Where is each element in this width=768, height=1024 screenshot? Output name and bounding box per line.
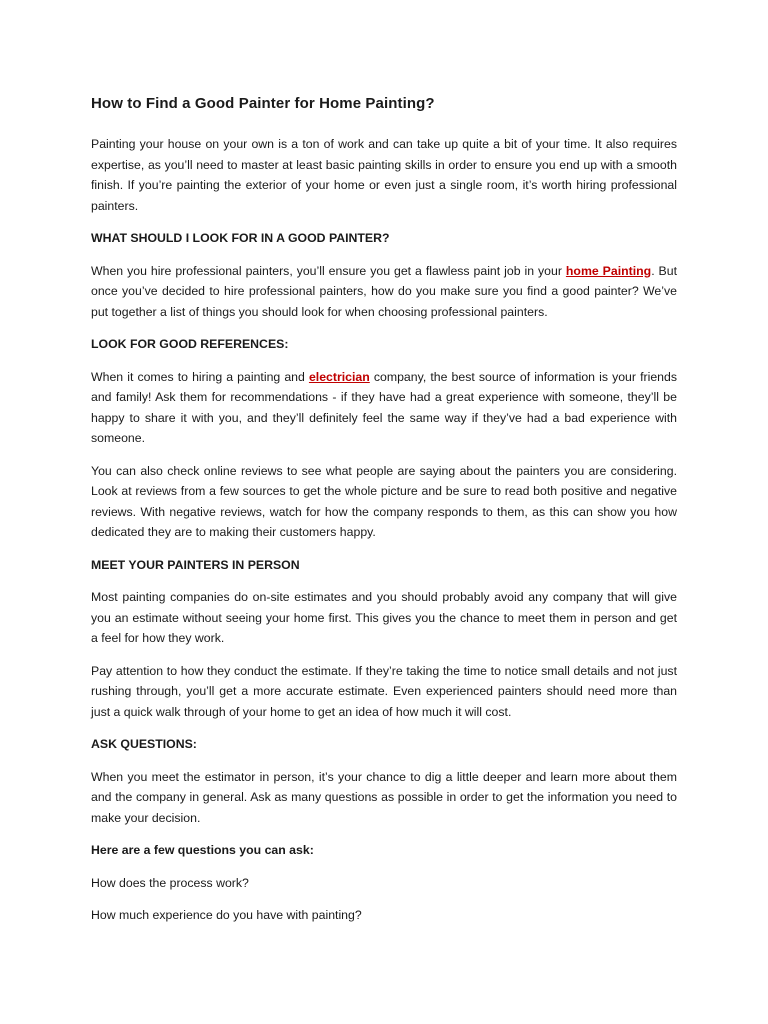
section-heading-meet: MEET YOUR PAINTERS IN PERSON (91, 557, 300, 572)
question-item-1: How does the process work? (91, 875, 249, 890)
questions-intro: Here are a few questions you can ask: (91, 843, 314, 857)
reviews-paragraph: You can also check online reviews to see what people are saying about the painters you are considering. Look at reviews from a few sources to get the whole picture and be sure to read both positive and negative reviews. With negative reviews, watch for how the company responds to them, as this can show you how dedicated they are to making their customers happy. (91, 463, 677, 539)
home-painting-link[interactable]: home Painting (565, 263, 652, 278)
hire-paragraph (91, 261, 677, 323)
page-title: How to Find a Good Painter for Home Painting? (91, 95, 435, 112)
references-paragraph (91, 367, 677, 449)
hire-text-start: When you hire professional painters, you’ll ensure you get a flawless paint job in your (91, 263, 566, 278)
attention-paragraph: Pay attention to how they conduct the estimate. If they’re taking the time to notice small details and not just rushing through, you’ll get a more accurate estimate. Even experienced painters should need more than just a quick walk through of your home to get an idea of how much it will cost. (91, 663, 677, 719)
section-heading-references: LOOK FOR GOOD REFERENCES: (91, 337, 289, 351)
section-heading-questions: ASK QUESTIONS: (91, 737, 197, 751)
question-item-2: How much experience do you have with painting? (91, 908, 362, 922)
electrician-link[interactable]: electrician (308, 369, 370, 384)
questions-paragraph: When you meet the estimator in person, it’s your chance to dig a little deeper and learn more about them and the company in general. Ask as many questions as possible in order to get the information you need to make your decision. (91, 769, 677, 825)
intro-paragraph: Painting your house on your own is a ton of work and can take up quite a bit of your time. It also requires expertise, as you’ll need to master at least basic painting skills in order to ensure you end up with a smooth finish. If you’re painting the exterior of your home or even just a single room, it’s worth hiring professional painters. (91, 137, 677, 213)
hire-text-end: . But once you’ve decided to hire professional painters, how do you make sure you find a good painter? We’ve put together a list of things you should look for when choosing professional painters. (91, 263, 678, 319)
refs-text-start: When it comes to hiring a painting and (91, 369, 309, 384)
refs-text-end: company, the best source of information is your friends and family! Ask them for recommendations - if they have had a great experience with someone, they’ll be happy to share it with you, and they’ll definitely feel the same way if they’ve had a bad experience with someone. (91, 369, 677, 445)
section-heading-look-for: WHAT SHOULD I LOOK FOR IN A GOOD PAINTER? (91, 231, 390, 245)
estimates-paragraph: Most painting companies do on-site estimates and you should probably avoid any company that will give you an estimate without seeing your home first. This gives you the chance to meet them in person and get a feel for how they work. (91, 590, 677, 645)
